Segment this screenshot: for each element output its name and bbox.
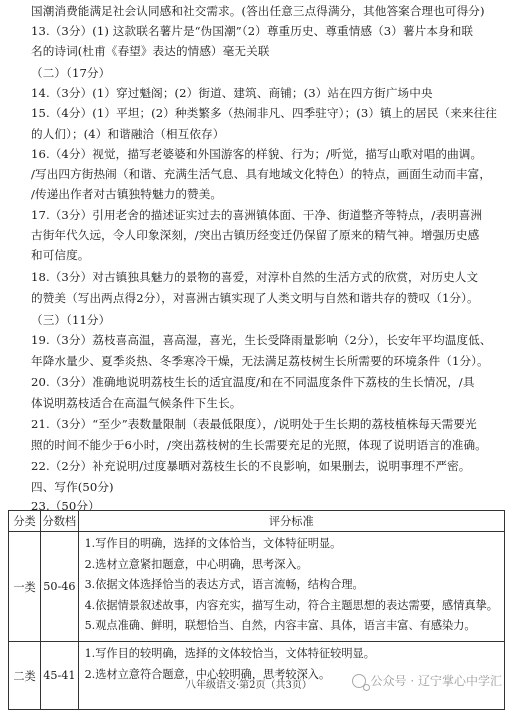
watermark bbox=[352, 672, 502, 689]
answer-line: /写出四方街热闹（和谐、充满生活气息、具有地域文化特色）的特点，画面生动而丰富， bbox=[31, 167, 492, 181]
header-category: 分类 bbox=[9, 511, 41, 532]
table-row bbox=[9, 532, 505, 642]
answer-line: 15.（4分）(1）平坦；(2）种类繁多（热闹非凡、四季驻守）；(3）镇上的居民（来来往往 bbox=[31, 106, 497, 120]
answer-line: 21.（3分）“至少”表数量限制（表最低限度），/说明处于生长期的荔枝植株每天需要光 bbox=[31, 417, 477, 431]
table-header-row bbox=[9, 511, 505, 532]
criterion-item: 3.依据文体选择恰当的表达方式，语言流畅，结构合理。 bbox=[84, 578, 364, 591]
answer-line: 23.（50分） bbox=[31, 499, 100, 513]
answer-line: 19.（3分）荔枝喜高温，喜高湿，喜光，生长受降雨量影响（2分），长安年平均温度低、 bbox=[31, 333, 492, 347]
row-category: 二类 bbox=[9, 642, 41, 710]
answer-line: （三）（11分） bbox=[31, 313, 111, 327]
criterion-item: 2.选材立意符合题意，中心较明确，思考较深入。 bbox=[84, 667, 331, 681]
wechat-icon bbox=[352, 674, 366, 688]
answer-line: 体说明荔枝适合在高温气候条件下生长。 bbox=[31, 396, 242, 410]
criterion-item: 5.观点准确、鲜明，联想恰当、自然，内容丰富、具体，语言丰富、有感染力。 bbox=[84, 619, 476, 632]
header-score-range: 分数档 bbox=[41, 511, 78, 532]
answer-line: 的赞美（写出两点得2分），对喜洲古镇实现了人类文明与自然和谐共存的赞叹（1分）。 bbox=[31, 291, 479, 305]
answer-line: 17.（3分）引用老舍的描述证实过去的喜洲镇体面、干净、街道整齐等特点，/表明喜洲 bbox=[31, 208, 483, 222]
answer-line: 13.（3分）(1) 这款联名薯片是“伪国潮”（2）尊重历史、尊重情感（3）薯片本身和联 bbox=[31, 24, 474, 38]
criterion-item: 1.写作目的明确，选择的文体恰当，文体特征明显。 bbox=[84, 537, 342, 550]
criterion-item: 2.选材立意紧扣题意，中心明确，思考深入。 bbox=[84, 557, 308, 571]
row-category: 一类 bbox=[9, 532, 41, 642]
answer-line: 20.（3分）准确地说明荔枝生长的适宜温度/和在不同温度条件下荔枝的生长情况，/具 bbox=[31, 375, 475, 389]
answer-line: （二）（17分） bbox=[31, 66, 111, 80]
answer-line: 14.（3分）(1）穿过魁阁；(2）街道、建筑、商铺；(3）站在四方街广场中央 bbox=[31, 86, 433, 100]
answer-line: /传递出作者对古镇独特魅力的赞美。 bbox=[31, 187, 223, 201]
answer-line: 的人们）；(4）和谐融洽（相互依存） bbox=[31, 127, 225, 141]
answer-line: 和可信度。 bbox=[31, 248, 90, 262]
answer-line: 照的时间不能少于6小时，/突出荔枝树的生长需要充足的光照，体现了说明语言的准确。 bbox=[31, 438, 487, 452]
answer-line: 年降水量少、夏季炎热、冬季寒冷干燥，无法满足荔枝树生长所需要的环境条件（1分）。 bbox=[31, 354, 489, 368]
row-score-range: 45-41 bbox=[41, 642, 78, 710]
criterion-item: 1.写作目的较明确，选择的文体较恰当，文体特征较明显。 bbox=[84, 647, 375, 660]
answer-line: 22.（2分）补充说明/过度暴晒对荔枝生长的不良影响，如果删去，说明事理不严密。 bbox=[31, 459, 471, 473]
answer-line: 名的诗词(杜甫《春望》表达的情感）毫无关联 bbox=[31, 44, 270, 58]
answer-line: 国潮消费能满足社会认同感和社交需求。(答出任意三点得满分，其他答案合理也可得分) bbox=[31, 4, 485, 18]
answer-line: 四、写作(50分) bbox=[31, 480, 114, 494]
header-criteria: 评分标准 bbox=[78, 511, 504, 532]
page-footer: 八年级语文·第2页（共3页） bbox=[186, 680, 312, 691]
answer-line: 古街年代久远，令人印象深刻，/突出古镇历经变迁仍保留了原来的精气神。增强历史感 bbox=[31, 228, 480, 242]
row-criteria bbox=[78, 532, 504, 642]
row-score-range: 50-46 bbox=[41, 532, 78, 642]
answer-line: 18.（3分）对古镇独具魅力的景物的喜爱，对淳朴自然的生活方式的欣赏，对历史人文 bbox=[31, 270, 479, 284]
watermark-text: 公众号 · 辽宁掌心中学汇 bbox=[370, 674, 502, 688]
answer-line: 16.（4分）视觉，描写老婆婆和外国游客的样貌、行为；/听觉，描写山歌对唱的曲调。 bbox=[31, 147, 483, 161]
criterion-item: 4.依据情景叙述故事，内容充实，描写生动，符合主题思想的表达需要，感情真挚。 bbox=[84, 598, 498, 612]
